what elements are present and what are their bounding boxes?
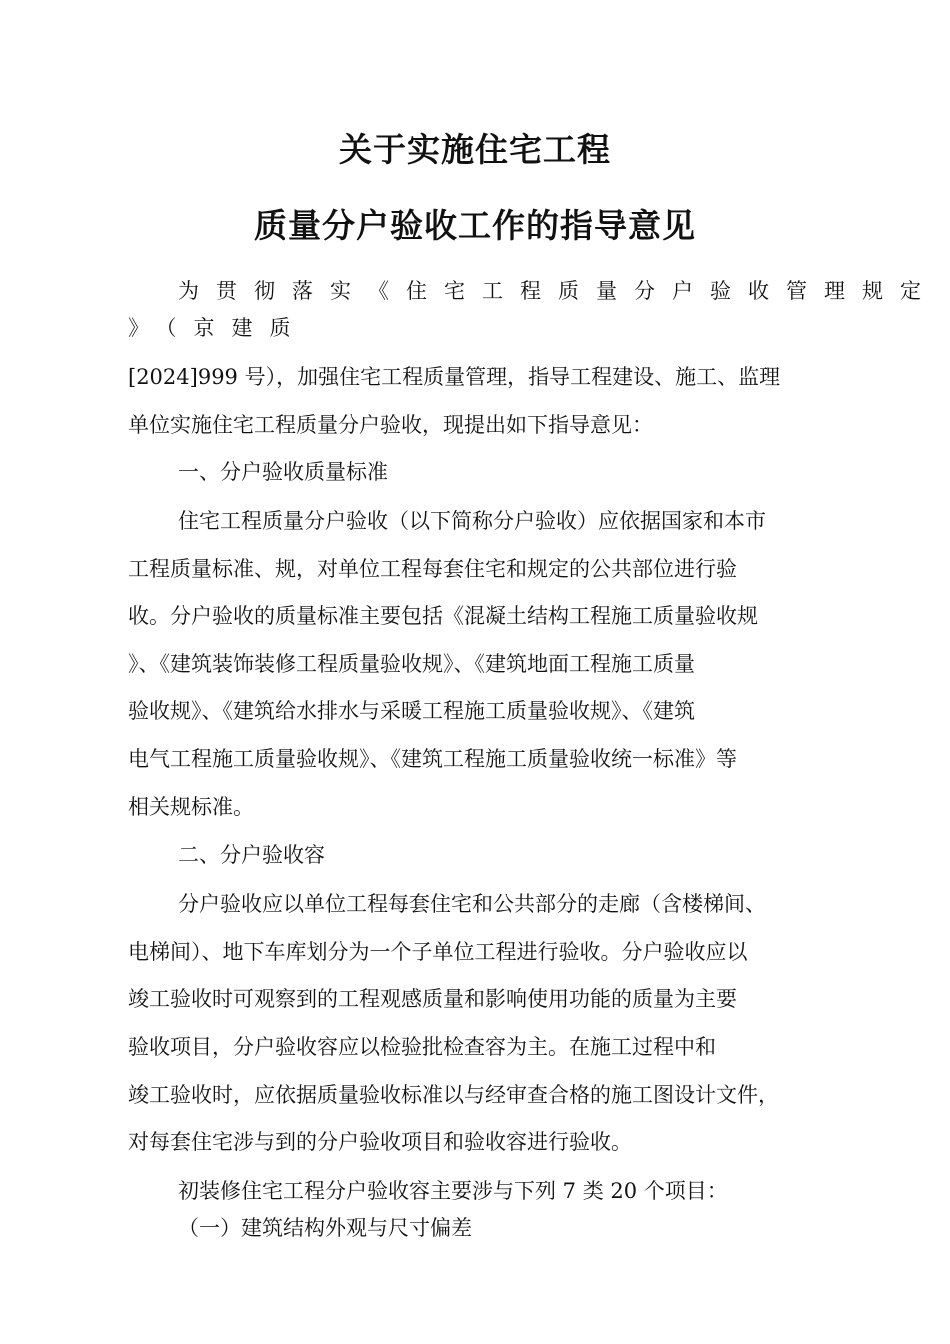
body-line: 电梯间）、地下车库划分为一个子单位工程进行验收。分户验收应以 (128, 940, 748, 964)
section-heading: 二、分户验收容 (178, 843, 325, 867)
section-heading: 一、分户验收质量标准 (178, 460, 388, 484)
body-line: 验收项目，分户验收容应以检验批检查容为主。在施工过程中和 (128, 1035, 716, 1059)
subsection-heading: （一）建筑结构外观与尺寸偏差 (178, 1216, 472, 1240)
body-line: 相关规标准。 (128, 795, 254, 819)
body-line: 工程质量标准、规，对单位工程每套住宅和规定的公共部位进行验 (128, 557, 737, 581)
body-line: 收。分户验收的质量标准主要包括《混凝土结构工程施工质量验收规 (128, 604, 758, 628)
body-line: 初装修住宅工程分户验收容主要涉与下列 7 类 20 个项目： (178, 1179, 728, 1203)
body-line: 分户验收应以单位工程每套住宅和公共部分的走廊（含楼梯间、 (178, 892, 766, 916)
body-line: 》、《建筑装饰装修工程质量验收规》、《建筑地面工程施工质量 (128, 652, 695, 676)
body-line: 验收规》、《建筑给水排水与采暖工程施工质量验收规》、《建筑 (128, 699, 695, 723)
body-line: 对每套住宅涉与到的分户验收项目和验收容进行验收。 (128, 1130, 632, 1154)
body-line: 单位实施住宅工程质量分户验收，现提出如下指导意见： (128, 413, 653, 437)
body-line: [2024]999 号），加强住宅工程质量管理，指导工程建设、施工、监理 (128, 365, 781, 389)
body-line: 竣工验收时可观察到的工程观感质量和影响使用功能的质量为主要 (128, 987, 737, 1011)
body-line: 》（京建质 (128, 316, 308, 340)
document-title-line-1: 关于实施住宅工程 (339, 130, 611, 169)
body-line: 电气工程施工质量验收规》、《建筑工程施工质量验收统一标准》等 (128, 747, 737, 771)
body-line: 竣工验收时，应依据质量验收标准以与经审查合格的施工图设计文件， (128, 1083, 779, 1107)
document-title-line-2: 质量分户验收工作的指导意见 (254, 206, 696, 245)
body-line: 为贯彻落实《住宅工程质量分户验收管理规定 (178, 279, 938, 303)
body-line: 住宅工程质量分户验收（以下简称分户验收）应依据国家和本市 (178, 509, 766, 533)
